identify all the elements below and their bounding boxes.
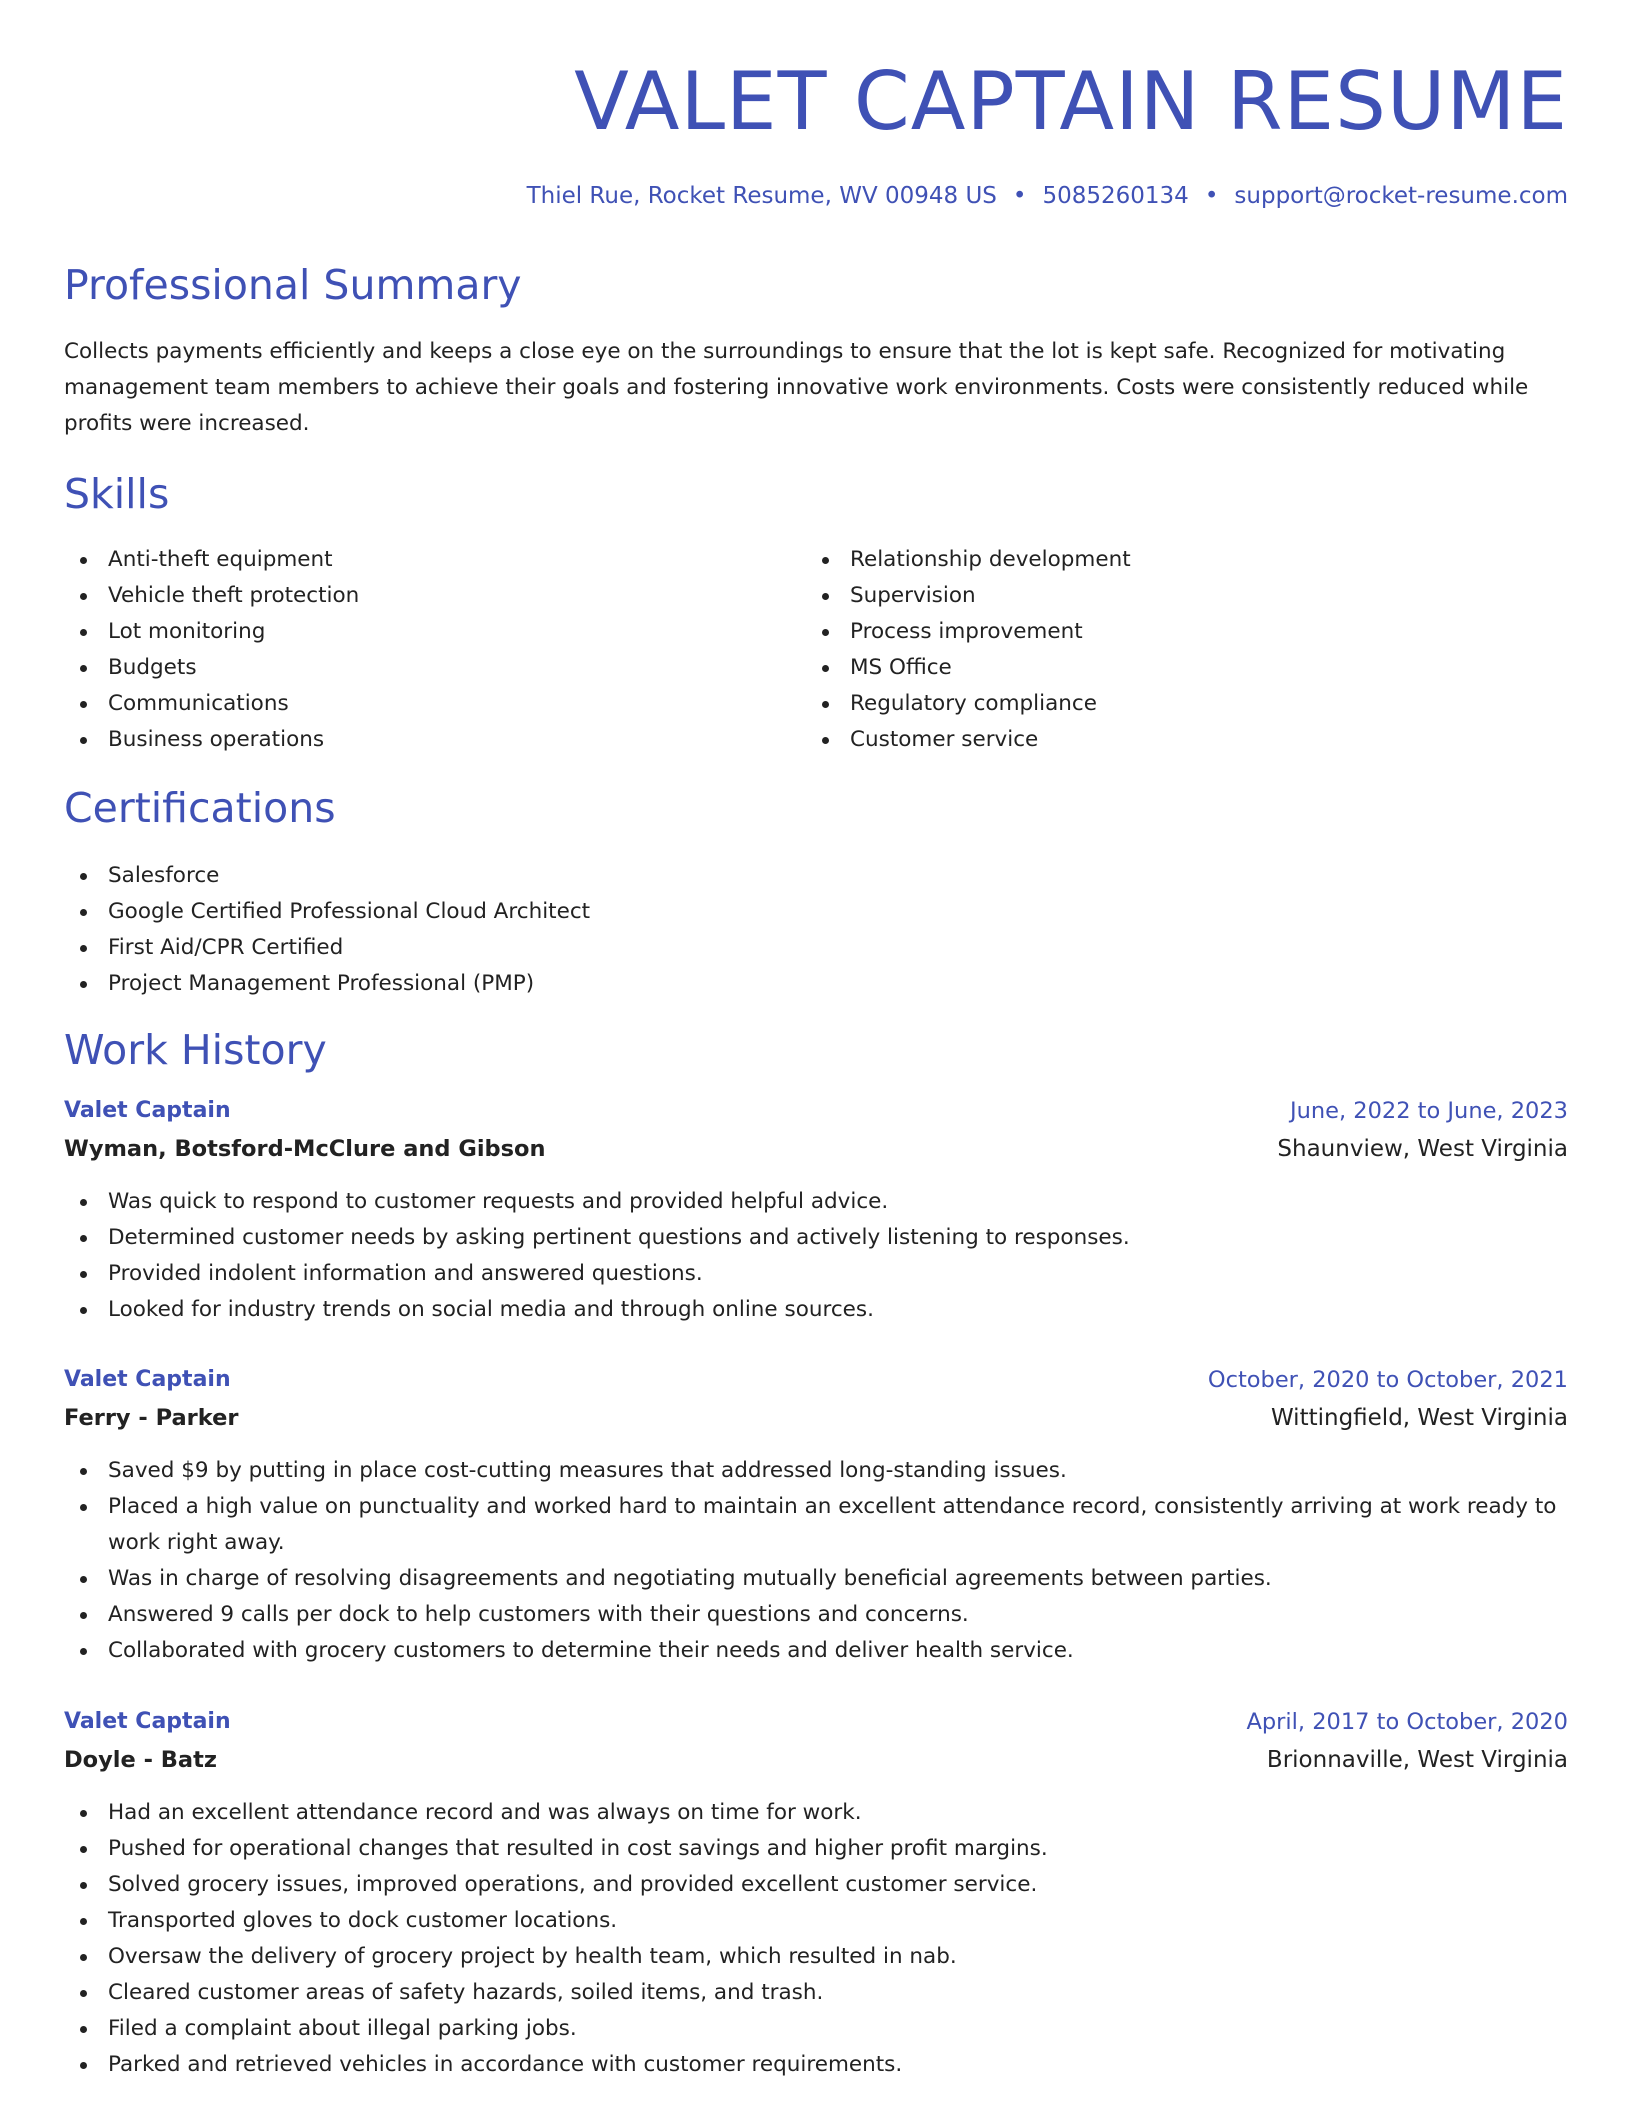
- job-bullet: Answered 9 calls per dock to help customers with their questions and concerns.: [64, 1597, 1568, 1633]
- job-dates: October, 2020 to October, 2021: [1207, 1367, 1568, 1393]
- skill-item: Anti-theft equipment: [64, 542, 784, 578]
- skill-item: Business operations: [64, 722, 784, 758]
- job-company-row: [64, 1741, 1568, 1779]
- job-location: Shaunview, West Virginia: [1277, 1136, 1568, 1162]
- job-bullet: Placed a high value on punctuality and worked hard to maintain an excellent attendance record, consistently arriving at work ready to work right away.: [64, 1489, 1568, 1561]
- skill-item: Vehicle theft protection: [64, 578, 784, 614]
- summary-text: Collects payments efficiently and keeps a close eye on the surroundings to ensure that the lot is kept safe. Recognized for motivating management team members to achieve their goals and fostering innovative work environments. Costs were consistently reduced while profits were increased.: [64, 339, 1529, 436]
- job-entry: [64, 1092, 1568, 1328]
- job-title: Valet Captain: [64, 1709, 231, 1734]
- contact-separator: •: [1204, 183, 1219, 209]
- job-title-row: [64, 1092, 1568, 1130]
- job-bullet: Filed a complaint about illegal parking jobs.: [64, 2011, 1568, 2047]
- job-bullet: Had an excellent attendance record and was always on time for work.: [64, 1795, 1568, 1831]
- skill-item: Customer service: [806, 722, 1526, 758]
- contact-phone: 5085260134: [1042, 183, 1189, 209]
- job-bullet: Looked for industry trends on social media and through online sources.: [64, 1292, 1568, 1328]
- work-history-heading: Work History: [64, 1026, 327, 1074]
- skills-column-left: [64, 542, 784, 758]
- certifications-list: [64, 858, 1568, 1002]
- skills-list-right: [806, 542, 1526, 758]
- job-bullet: Collaborated with grocery customers to determine their needs and deliver health service.: [64, 1633, 1568, 1669]
- contact-email: support@rocket-resume.com: [1234, 183, 1568, 209]
- job-bullet: Saved $9 by putting in place cost-cutting measures that addressed long-standing issues.: [64, 1453, 1568, 1489]
- job-title-row: [64, 1703, 1568, 1741]
- job-title-row: [64, 1361, 1568, 1399]
- job-bullet: Transported gloves to dock customer locations.: [64, 1903, 1568, 1939]
- job-title: Valet Captain: [64, 1098, 231, 1123]
- job-company: Wyman, Botsford-McClure and Gibson: [64, 1136, 546, 1162]
- job-bullet: Oversaw the delivery of grocery project by health team, which resulted in nab.: [64, 1939, 1568, 1975]
- job-location: Wittingfield, West Virginia: [1270, 1405, 1568, 1431]
- skills-column-right: [806, 542, 1526, 758]
- certification-item: Project Management Professional (PMP): [64, 966, 1568, 1002]
- contact-separator: •: [1012, 183, 1027, 209]
- contact-line: [527, 180, 1568, 212]
- certification-item: Salesforce: [64, 858, 1568, 894]
- skill-item: Regulatory compliance: [806, 686, 1526, 722]
- summary-heading: Professional Summary: [64, 261, 522, 309]
- certification-item: First Aid/CPR Certified: [64, 930, 1568, 966]
- job-bullet: Pushed for operational changes that resulted in cost savings and higher profit margins.: [64, 1831, 1568, 1867]
- skill-item: Relationship development: [806, 542, 1526, 578]
- certifications-block: [64, 858, 1568, 1002]
- job-bullets: [64, 1795, 1568, 2083]
- job-bullet: Determined customer needs by asking pertinent questions and actively listening to responses.: [64, 1220, 1568, 1256]
- job-bullet: Solved grocery issues, improved operations, and provided excellent customer service.: [64, 1867, 1568, 1903]
- skill-item: Process improvement: [806, 614, 1526, 650]
- skill-item: Budgets: [64, 650, 784, 686]
- job-entry: [64, 1361, 1568, 1669]
- job-bullet: Parked and retrieved vehicles in accordance with customer requirements.: [64, 2047, 1568, 2083]
- job-company-row: [64, 1130, 1568, 1168]
- skills-heading: Skills: [64, 470, 170, 518]
- job-bullet: Provided indolent information and answered questions.: [64, 1256, 1568, 1292]
- skill-item: Lot monitoring: [64, 614, 784, 650]
- job-bullets: [64, 1184, 1568, 1328]
- skill-item: Communications: [64, 686, 784, 722]
- job-dates: June, 2022 to June, 2023: [1289, 1098, 1568, 1124]
- job-entry: [64, 1703, 1568, 2083]
- certifications-heading: Certifications: [64, 784, 336, 832]
- job-company: Ferry - Parker: [64, 1405, 239, 1431]
- job-title: Valet Captain: [64, 1367, 231, 1392]
- job-company-row: [64, 1399, 1568, 1437]
- skill-item: Supervision: [806, 578, 1526, 614]
- job-company: Doyle - Batz: [64, 1747, 217, 1773]
- job-bullet: Was in charge of resolving disagreements and negotiating mutually beneficial agreements between parties.: [64, 1561, 1568, 1597]
- job-bullet: Was quick to respond to customer requests and provided helpful advice.: [64, 1184, 1568, 1220]
- job-location: Brionnaville, West Virginia: [1266, 1747, 1568, 1773]
- job-dates: April, 2017 to October, 2020: [1246, 1709, 1568, 1735]
- skill-item: MS Office: [806, 650, 1526, 686]
- resume-title: VALET CAPTAIN RESUME: [574, 55, 1568, 148]
- contact-address: Thiel Rue, Rocket Resume, WV 00948 US: [526, 183, 997, 209]
- certification-item: Google Certified Professional Cloud Architect: [64, 894, 1568, 930]
- skills-list-left: [64, 542, 784, 758]
- job-bullet: Cleared customer areas of safety hazards, soiled items, and trash.: [64, 1975, 1568, 2011]
- job-bullets: [64, 1453, 1568, 1669]
